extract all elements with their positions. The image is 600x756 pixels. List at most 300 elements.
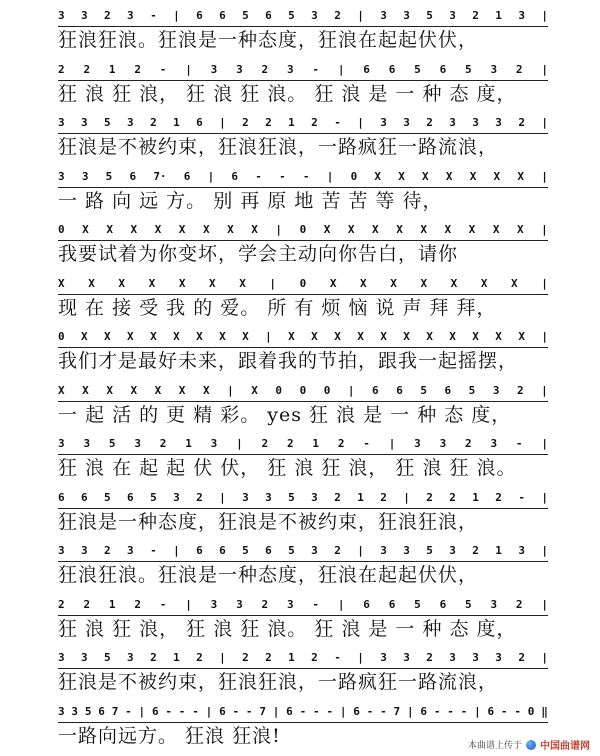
note: X — [311, 330, 318, 343]
note: 0 — [299, 223, 307, 236]
note: 6 — [388, 597, 396, 611]
note: 2 — [472, 544, 479, 557]
note: X — [426, 330, 433, 343]
note: - — [312, 62, 319, 76]
note: - — [302, 169, 310, 183]
note: 2 — [196, 490, 203, 504]
note: X — [127, 330, 134, 343]
note: 3 — [58, 544, 65, 557]
notation-line — [58, 327, 548, 348]
note: X — [104, 330, 111, 343]
barline: | — [541, 223, 548, 236]
note: 2 — [311, 651, 318, 664]
note: 3 — [380, 544, 387, 557]
note: 1 — [288, 116, 295, 129]
barline: | — [337, 62, 345, 76]
note: 6 — [98, 704, 105, 718]
barline: | — [541, 597, 548, 611]
notation-line — [58, 167, 548, 188]
note: 2 — [518, 116, 525, 129]
note: X — [360, 276, 367, 290]
barline: | — [337, 597, 345, 611]
note: 1 — [288, 651, 295, 664]
note: 3 — [210, 437, 218, 450]
note: 2 — [334, 490, 341, 504]
note: 2 — [380, 490, 387, 504]
note: 1 — [108, 597, 116, 611]
note: 3 — [472, 651, 479, 664]
barline: | — [205, 704, 213, 718]
barline: | — [541, 9, 548, 22]
note: - — [460, 704, 468, 718]
lyric-line: 狂 浪 在 起 起 伏 伏， 狂 浪 狂 浪， 狂 浪 狂 浪。 — [58, 457, 517, 479]
note: 2 — [311, 116, 318, 129]
note: 3 — [58, 169, 65, 183]
note: 6 — [219, 704, 226, 718]
site-logo: 中国曲谱网 — [540, 741, 590, 752]
note: 3 — [81, 9, 88, 22]
note: 3 — [58, 9, 65, 22]
note: - — [299, 704, 307, 718]
note: 3 — [380, 9, 387, 22]
note: X — [449, 330, 456, 343]
note: 0 — [299, 276, 307, 290]
note: 6 — [196, 544, 203, 557]
note: 3 — [210, 62, 218, 76]
note: 6 — [439, 62, 447, 76]
note: 2 — [83, 597, 91, 611]
barline: | — [541, 169, 548, 183]
note: 3 — [311, 9, 318, 22]
note: 2 — [426, 490, 433, 504]
note: 2 — [242, 651, 249, 664]
note: 3 — [127, 9, 134, 22]
note: X — [347, 223, 355, 236]
note: 3 — [81, 544, 88, 557]
note: 2 — [58, 62, 65, 76]
barline: | — [357, 116, 364, 129]
note: 2 — [495, 490, 502, 504]
barline: | — [219, 490, 226, 504]
note: X — [495, 330, 502, 343]
note: X — [445, 169, 453, 183]
note: 3 — [236, 597, 243, 611]
note: X — [493, 169, 501, 183]
note: 5 — [414, 597, 421, 611]
note: 2 — [261, 437, 269, 450]
note: X — [219, 330, 226, 343]
note: 5 — [468, 383, 476, 397]
note: 3 — [439, 437, 447, 450]
note: 6 — [439, 597, 447, 611]
note: 5 — [108, 437, 116, 450]
note: X — [380, 330, 387, 343]
notation-line — [58, 220, 548, 241]
note: 7 — [111, 704, 119, 718]
barline: | — [227, 383, 234, 397]
note: 3 — [81, 169, 89, 183]
note: X — [450, 276, 458, 290]
note: 3 — [518, 544, 525, 557]
note: 2 — [472, 9, 479, 22]
note: X — [492, 223, 500, 236]
note: 2 — [134, 597, 141, 611]
note: 6 — [487, 704, 495, 718]
note: 5 — [242, 544, 249, 557]
note: 3 — [242, 490, 249, 504]
lyric-line: 现 在 接 受 我 的 爱。 所 有 烦 恼 说 声 拜 拜， — [58, 296, 497, 319]
note: X — [517, 169, 524, 183]
note: 2 — [58, 597, 65, 611]
note: 2 — [159, 437, 167, 450]
note: 6 — [196, 9, 203, 22]
note: 3 — [210, 597, 218, 611]
note: 2 — [265, 651, 272, 664]
note: 3 — [173, 490, 180, 504]
note: X — [468, 223, 476, 236]
note: 3 — [472, 116, 479, 129]
barline: | — [541, 330, 548, 343]
note: 0 — [527, 704, 535, 718]
note: 3 — [81, 651, 88, 664]
note: - — [447, 704, 454, 718]
note: 2 — [449, 490, 456, 504]
barline: | — [269, 276, 277, 290]
note: 2 — [516, 383, 524, 397]
note: X — [118, 276, 126, 290]
note: 2 — [150, 651, 157, 664]
note: X — [178, 223, 186, 236]
note: - — [500, 704, 508, 718]
note: 0 — [350, 169, 358, 183]
note: - — [279, 169, 286, 183]
barline: | — [541, 116, 548, 129]
note: 5 — [104, 490, 111, 504]
notation-line — [58, 60, 548, 81]
barline: | — [173, 9, 180, 22]
note: X — [196, 330, 203, 343]
note: 3 — [380, 116, 387, 129]
note: 2 — [104, 9, 111, 22]
note: - — [433, 704, 441, 718]
note: 2 — [286, 437, 294, 450]
note: 2 — [134, 62, 141, 76]
note: 3 — [286, 62, 294, 76]
barline: | — [265, 330, 272, 343]
note: 1 — [357, 490, 364, 504]
note: - — [159, 597, 167, 611]
note: 7 — [259, 704, 266, 718]
note: - — [366, 704, 374, 718]
note: X — [154, 223, 162, 236]
note: 6 — [196, 116, 203, 129]
note: - — [159, 62, 167, 76]
barline: | — [474, 704, 481, 718]
note: X — [178, 276, 186, 290]
note: 3 — [236, 62, 243, 76]
note: 2 — [150, 116, 157, 129]
barline: | — [541, 490, 548, 504]
note: 3 — [403, 116, 410, 129]
note: X — [202, 223, 210, 236]
notation-line — [58, 274, 548, 295]
note: X — [480, 276, 488, 290]
note: 0 — [58, 330, 65, 343]
barline: | — [406, 704, 414, 718]
note: 2 — [515, 597, 523, 611]
note: 2 — [426, 116, 433, 129]
note: - — [232, 704, 240, 718]
note: 1 — [495, 9, 502, 22]
note: 3 — [449, 544, 456, 557]
note: - — [150, 544, 157, 557]
note: 3 — [58, 437, 65, 450]
note: X — [227, 223, 234, 236]
note: 3 — [81, 116, 88, 129]
barline: | — [185, 597, 192, 611]
note: 6 — [219, 544, 226, 557]
note: X — [106, 383, 113, 397]
note: 2 — [242, 116, 249, 129]
note: X — [329, 276, 337, 290]
note: 6 — [353, 704, 360, 718]
barline: | — [185, 62, 192, 76]
note: X — [288, 330, 295, 343]
note: 3 — [403, 651, 410, 664]
notation-line — [58, 6, 548, 27]
footer-text: 本曲谱上传于 — [467, 741, 522, 751]
barline: | — [541, 544, 548, 557]
note: - — [125, 704, 132, 718]
note: 6 — [363, 62, 370, 76]
note: X — [58, 276, 65, 290]
notation-line — [58, 702, 548, 723]
barline: | — [219, 116, 226, 129]
note: 3 — [83, 437, 91, 450]
note: 3 — [311, 544, 318, 557]
note: X — [398, 169, 405, 183]
note: - — [255, 169, 262, 183]
note: X — [82, 223, 89, 236]
note: X — [420, 223, 427, 236]
note: 6 — [127, 490, 134, 504]
note: 5 — [84, 704, 92, 718]
note: 5 — [104, 651, 111, 664]
barline: | — [219, 651, 226, 664]
lyric-line: 狂浪狂浪。狂浪是一种态度，狂浪在起起伏伏， — [58, 564, 479, 586]
note: 2 — [518, 651, 525, 664]
note: X — [209, 276, 216, 290]
note: 6 — [265, 9, 272, 22]
note: 1 — [312, 437, 319, 450]
lyric-line: 狂浪狂浪。狂浪是一种态度，狂浪在起起伏伏， — [58, 29, 479, 51]
notation-line — [58, 381, 548, 402]
note: 5 — [288, 544, 295, 557]
barline: | — [388, 437, 396, 450]
note: 6 — [396, 383, 403, 397]
note: X — [130, 383, 138, 397]
note: 6 — [129, 169, 137, 183]
barline: | — [339, 704, 347, 718]
note: 0 — [323, 383, 331, 397]
note: X — [396, 223, 403, 236]
note: 3 — [311, 490, 318, 504]
note: 5 — [426, 9, 433, 22]
note: 6 — [151, 704, 159, 718]
barline: | — [173, 544, 180, 557]
note: X — [106, 223, 113, 236]
note: 3 — [71, 704, 79, 718]
note: 2 — [515, 62, 523, 76]
note: 3 — [127, 544, 134, 557]
notation-line — [58, 595, 548, 616]
note: X — [374, 169, 382, 183]
note: X — [82, 383, 89, 397]
note: 1 — [108, 62, 116, 76]
note: - — [192, 704, 199, 718]
note: 6 — [363, 597, 370, 611]
footer-watermark — [468, 737, 590, 752]
lyric-line: 我要试着为你变坏，学会主动向你告白，请你 — [58, 243, 459, 265]
note: 2 — [334, 544, 341, 557]
note: 3 — [490, 62, 498, 76]
barline: | — [541, 383, 548, 397]
lyric-line: 一路向远方。 狂浪 狂浪! — [58, 724, 281, 747]
note: 3 — [58, 116, 65, 129]
note: - — [165, 704, 172, 718]
lyric-line: 狂浪是不被约束，狂浪狂浪，一路疯狂一路流浪， — [58, 136, 499, 158]
note: 6 — [183, 169, 191, 183]
note: - — [150, 9, 157, 22]
barline: | — [403, 490, 410, 504]
note: X — [202, 383, 210, 397]
note: - — [334, 651, 341, 664]
note: 3 — [58, 651, 65, 664]
lyric-line: 一 路 向 远 方。 别 再 原 地 苦 苦 等 待， — [58, 189, 443, 212]
barline: | — [326, 169, 334, 183]
note: - — [363, 437, 370, 450]
note: 2 — [337, 437, 345, 450]
note: 2 — [83, 62, 91, 76]
note: X — [469, 169, 477, 183]
note: 3 — [58, 704, 65, 718]
lyric-line: 一 起 活 的 更 精 彩。 yes 狂 浪 是 一 种 态 度， — [58, 403, 512, 426]
note: - — [178, 704, 186, 718]
note: 3 — [518, 9, 525, 22]
note: 6 — [231, 169, 239, 183]
note: 6 — [420, 704, 428, 718]
note: - — [326, 704, 334, 718]
note: - — [312, 597, 319, 611]
note: X — [372, 223, 379, 236]
note: 5 — [104, 116, 111, 129]
note: 1 — [472, 490, 479, 504]
barline: | — [275, 223, 283, 236]
note: 3 — [380, 651, 387, 664]
note: 3 — [449, 9, 456, 22]
note: 3 — [286, 597, 294, 611]
note: X — [81, 330, 88, 343]
lyric-line: 狂 浪 狂 浪， 狂 浪 狂 浪。 狂 浪 是 一 种 态 度， — [58, 617, 517, 640]
note: X — [472, 330, 479, 343]
note: X — [334, 330, 341, 343]
note: 5 — [242, 9, 249, 22]
lyric-line: 狂浪是不被约束，狂浪狂浪，一路疯狂一路流浪， — [58, 671, 499, 693]
note: 5 — [465, 597, 472, 611]
note: - — [515, 437, 523, 450]
note: 3 — [495, 651, 502, 664]
note: X — [251, 223, 258, 236]
barline: | — [357, 9, 364, 22]
globe-icon — [526, 740, 536, 750]
note: 6 — [388, 62, 396, 76]
barline: | — [541, 651, 548, 664]
note: 2 — [265, 116, 272, 129]
note: 5 — [105, 169, 113, 183]
note: 3 — [127, 116, 134, 129]
note: - — [245, 704, 253, 718]
note: - — [514, 704, 521, 718]
note: X — [239, 276, 246, 290]
barline: | — [541, 437, 548, 450]
barline: | — [357, 651, 364, 664]
barline: | — [138, 704, 146, 718]
note: 7· — [153, 169, 167, 183]
note: X — [444, 223, 452, 236]
notation-line — [58, 541, 548, 562]
note: 3 — [414, 437, 421, 450]
note: 2 — [334, 9, 341, 22]
note: X — [518, 330, 525, 343]
note: X — [511, 276, 518, 290]
note: X — [154, 383, 162, 397]
note: X — [178, 383, 186, 397]
note: X — [148, 276, 156, 290]
note: X — [390, 276, 397, 290]
barline: | — [541, 276, 548, 290]
barline: | — [347, 383, 355, 397]
note: 2 — [261, 62, 269, 76]
note: X — [420, 276, 428, 290]
barline: | — [272, 704, 280, 718]
note: 6 — [444, 383, 452, 397]
note: 3 — [490, 597, 498, 611]
note: X — [150, 330, 157, 343]
note: X — [242, 330, 249, 343]
note: - — [518, 490, 525, 504]
note: 3 — [134, 437, 141, 450]
note: 3 — [127, 651, 134, 664]
note: 1 — [495, 544, 502, 557]
note: 5 — [420, 383, 427, 397]
note: 3 — [265, 490, 272, 504]
notation-line — [58, 113, 548, 134]
note: X — [58, 383, 65, 397]
note: 7 — [393, 704, 401, 718]
note: 6 — [286, 704, 293, 718]
note: 2 — [261, 597, 269, 611]
barline: | — [236, 437, 243, 450]
note: X — [173, 330, 180, 343]
note: - — [334, 116, 341, 129]
note: X — [130, 223, 138, 236]
lyric-line: 狂浪是一种态度，狂浪是不被约束，狂浪狂浪， — [58, 510, 479, 533]
note: 6 — [58, 490, 65, 504]
note: 2 — [196, 651, 203, 664]
barline: | — [207, 169, 215, 183]
note: X — [88, 276, 95, 290]
note: 3 — [449, 651, 456, 664]
